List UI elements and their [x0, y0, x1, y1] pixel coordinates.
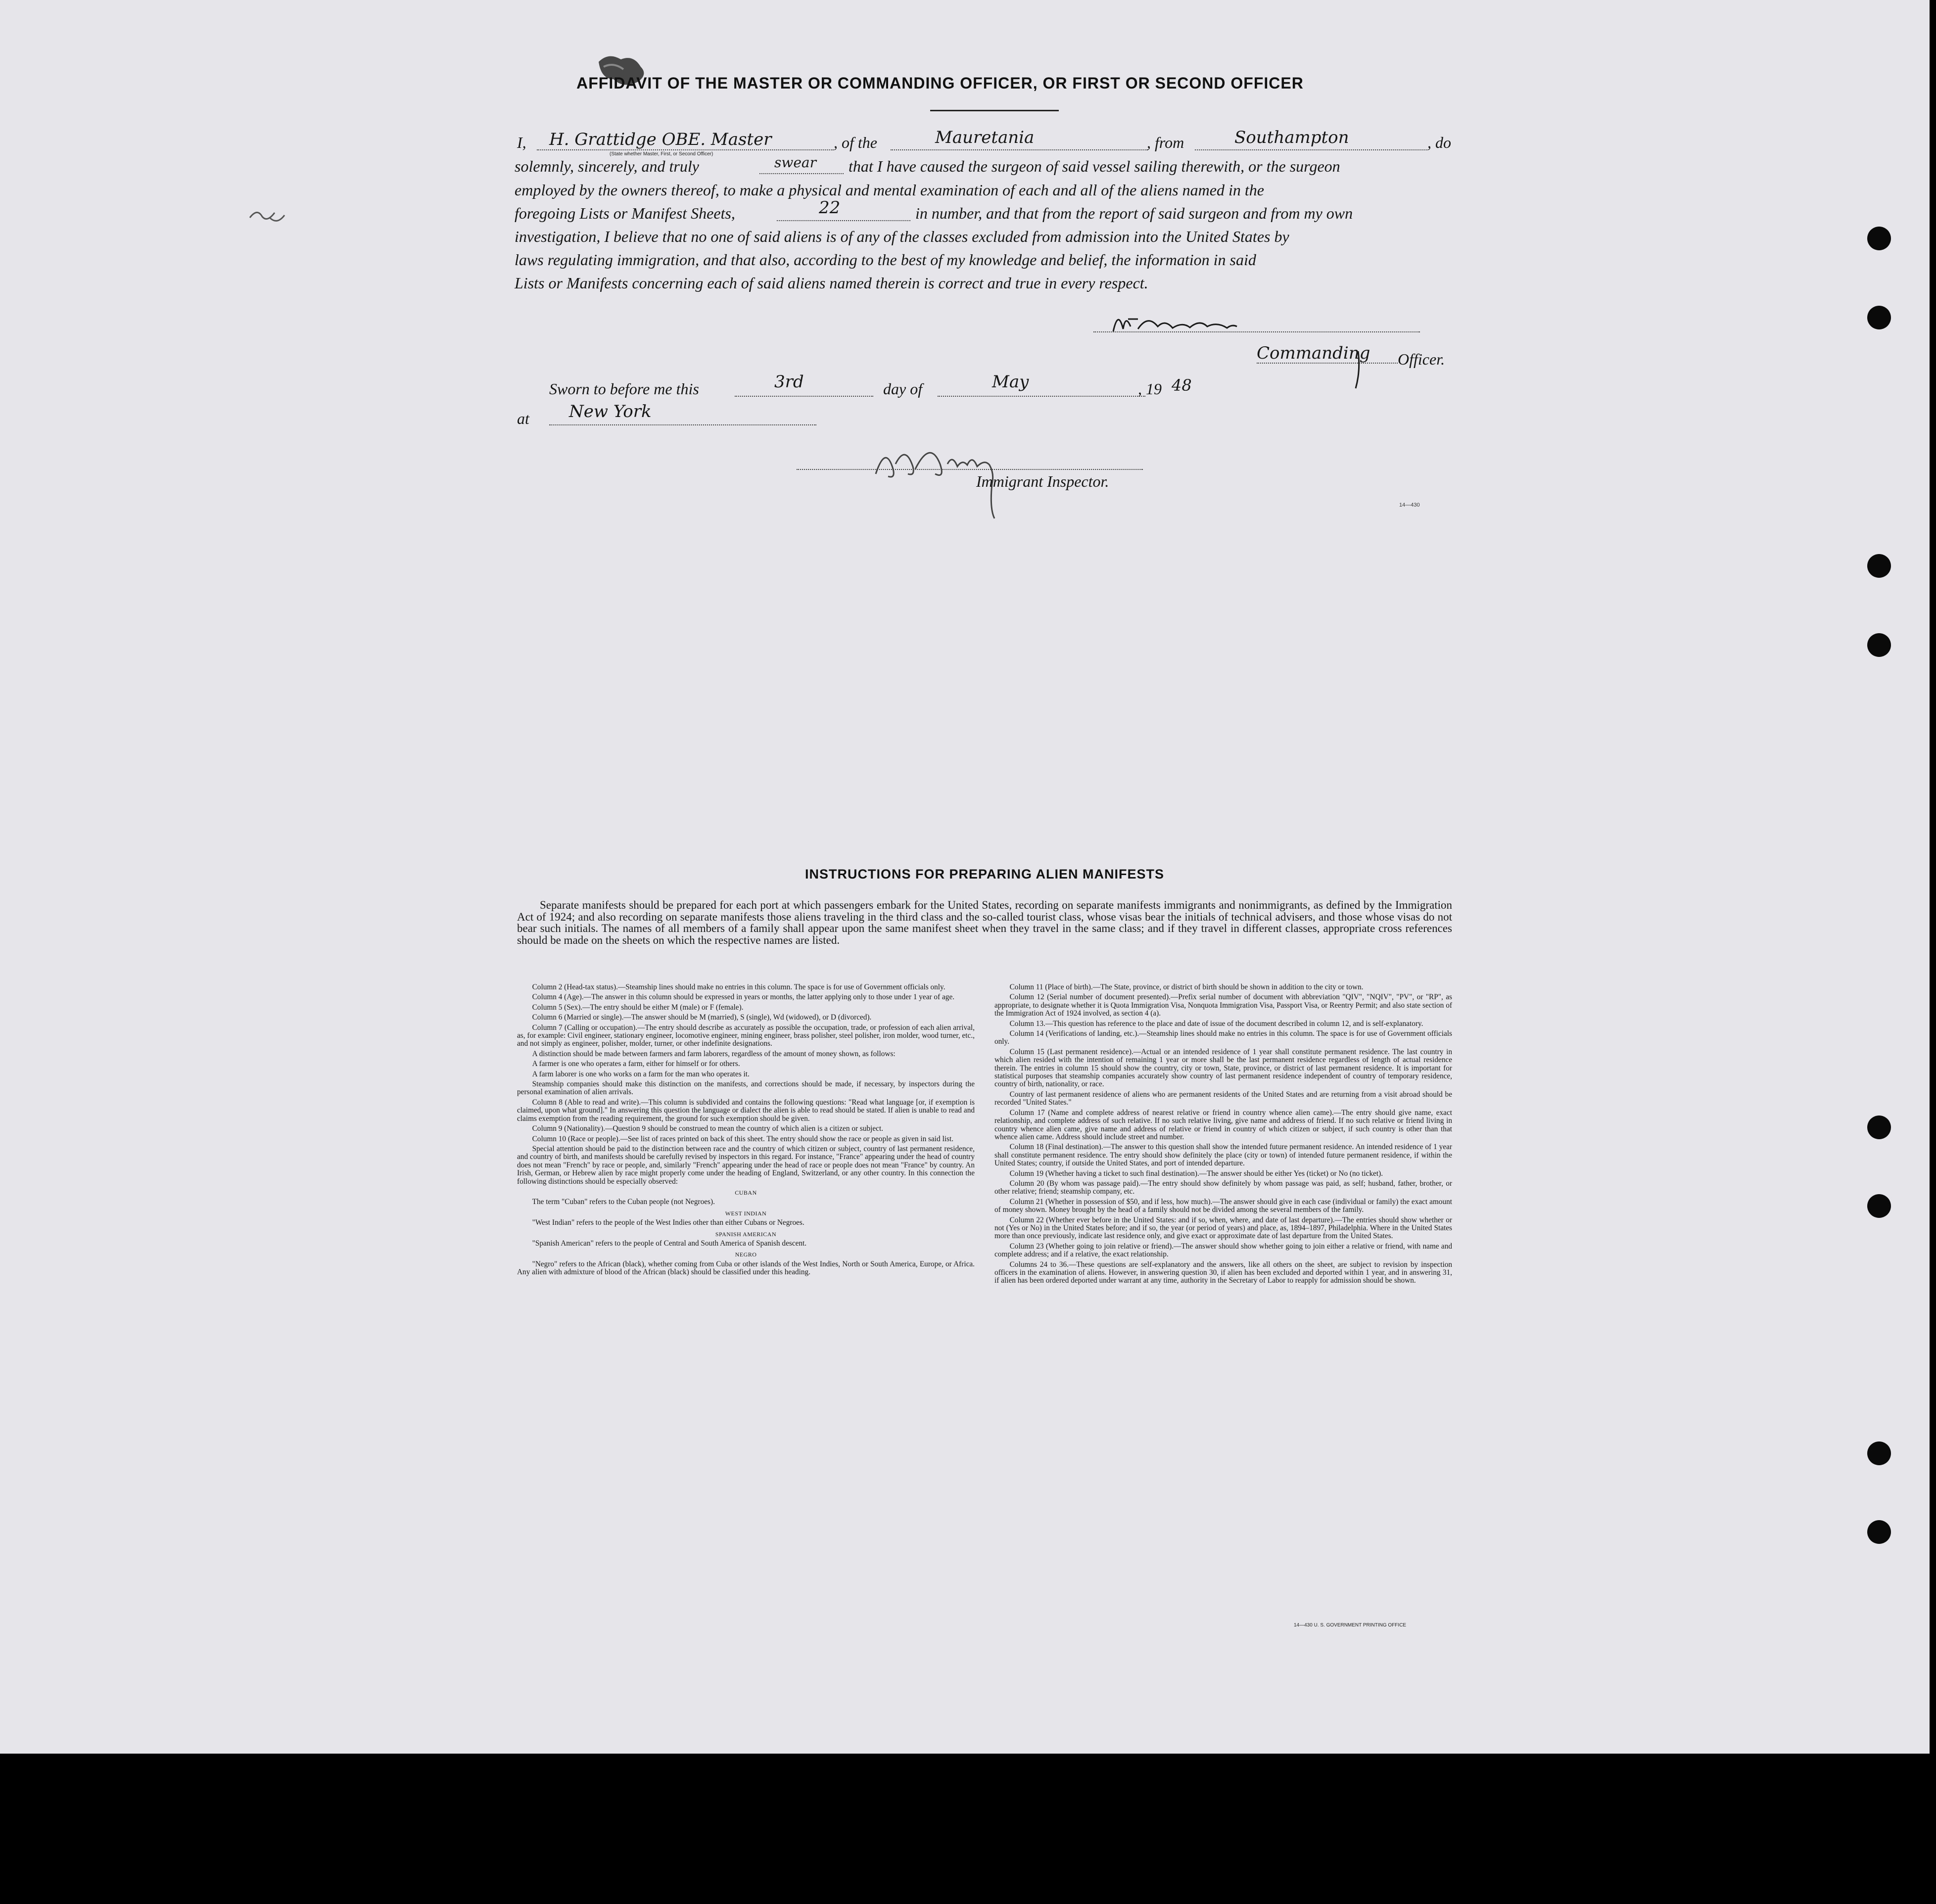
- instruction-paragraph: A farm laborer is one who works on a farm for the man who operates it.: [532, 1069, 750, 1078]
- affidavit-line-5: investigation, I believe that no one of said aliens is of any of the classes excluded from admission into the United States by: [515, 228, 1289, 245]
- day-handwriting: 3rd: [774, 372, 804, 392]
- binder-hole: [1867, 1520, 1891, 1544]
- instruction-paragraph: Column 10 (Race or people).—See list of races printed on back of this sheet. The entry should show the race or people as given in said list.: [532, 1134, 954, 1143]
- inspector-signature-line: [797, 469, 1143, 470]
- instruction-paragraph: Column 18 (Final destination).—The answer to this question shall show the intended future permanent residence. An intended residence of 1 year shall constitute permanent residence. The entry should show definitely the place (city or town) of intended future permanent residence, if within the United States; country, if outside the United States, and port of intended departure.: [994, 1143, 1452, 1168]
- year-prefix: , 19: [1138, 380, 1162, 398]
- instruction-paragraph: Column 20 (By whom was passage paid).—The entry should show definitely by whom passage was paid, as self; husband, father, brother, or other relative; friend; steamship company, etc.: [994, 1179, 1452, 1196]
- pencil-mark: [247, 203, 287, 228]
- instruction-paragraph: Column 23 (Whether going to join relative or friend).—The answer should show whether going to join either a relative or friend, with name and complete address; and if a relative, the exact relationship.: [994, 1242, 1452, 1259]
- binder-hole: [1867, 1115, 1891, 1139]
- instruction-paragraph: Column 17 (Name and complete address of nearest relative or friend in country whence alien came).—The entry should give name, exact relationship, and complete address of such relative. If no such relative living, give name and address of friend. If no such relative or friend living in country whence alien came, give name and address of relative or friend in country of which citizen or subject, if such country is other than that whence alien came. Address should include street and number.: [994, 1108, 1452, 1141]
- spanish-american-definition: "Spanish American" refers to the people of Central and South America of Spanish descent.: [532, 1239, 807, 1248]
- commanding-handwriting: Commanding: [1257, 343, 1370, 363]
- instructions-right-column: [994, 983, 1452, 1287]
- instruction-paragraph: Column 5 (Sex).—The entry should be either M (male) or F (female).: [532, 1003, 744, 1012]
- day-field-line: [735, 396, 873, 397]
- of-the-label: , of the: [834, 134, 877, 151]
- port-handwriting: Southampton: [1234, 128, 1349, 147]
- month-handwriting: May: [992, 372, 1029, 392]
- affidavit-line-6: laws regulating immigration, and that also, according to the best of my knowledge and belief, the information in said: [515, 251, 1256, 269]
- sworn-label: Sworn to before me this: [549, 380, 699, 398]
- negro-definition: "Negro" refers to the African (black), whether coming from Cuba or other islands of the West Indies, North or South America, Europe, or Africa. Any alien with admixture of blood of the African (black) should be classified under this heading.: [517, 1259, 975, 1277]
- swear-field-line: [759, 173, 844, 174]
- from-label: , from: [1147, 134, 1184, 151]
- at-label: at: [517, 410, 529, 427]
- swear-handwriting: swear: [774, 154, 816, 171]
- instruction-paragraph: Column 21 (Whether in possession of $50, and if less, how much).—The answer should give in each case (individual or family) the exact amount of money shown. Money brought by the head of a family should not be divided among the several members of the family.: [994, 1197, 1452, 1214]
- instruction-paragraph: Column 14 (Verifications of landing, etc.).—Steamship lines should make no entries in this column. The space is for use of Government officials only.: [994, 1029, 1452, 1046]
- year-handwriting: 48: [1172, 376, 1192, 395]
- instruction-paragraph: A farmer is one who operates a farm, either for himself or for others.: [532, 1060, 740, 1068]
- instruction-paragraph: Steamship companies should make this distinction on the manifests, and corrections should be made, if necessary, by inspectors during the personal examination of alien arrivals.: [517, 1080, 975, 1097]
- west-indian-heading: WEST INDIAN: [725, 1209, 767, 1217]
- binder-hole: [1867, 1194, 1891, 1218]
- do-label: , do: [1427, 134, 1451, 151]
- instructions-title: INSTRUCTIONS FOR PREPARING ALIEN MANIFESTS: [804, 867, 1165, 882]
- instructions-left-column: [517, 983, 975, 1279]
- instruction-paragraph: Column 6 (Married or single).—The answer should be M (married), S (single), Wd (widowed), or D (divorced).: [532, 1013, 872, 1022]
- instruction-paragraph: Column 2 (Head-tax status).—Steamship lines should make no entries in this column. The space is for use of Government officials only.: [532, 983, 945, 991]
- affidavit-line-7: Lists or Manifests concerning each of said aliens named therein is correct and true in every respect.: [515, 274, 1148, 292]
- instruction-paragraph: Column 7 (Calling or occupation).—The entry should describe as accurately as possible the occupation, trade, or profession of each alien arrival, as, for example: Civil engineer, stationary engineer, locomotive engineer, mining engineer, brass polisher, steel polisher, iron molder, wood turner, etc., and not simply as engineer, polisher, molder, turner, or other indefinite designations.: [517, 1023, 975, 1048]
- instruction-paragraph: Column 8 (Able to read and write).—This column is subdivided and contains the following questions: "Read what language [or, if exemption is claimed, upon what ground]." In answering this question the language or dialect the alien is able to read should be stated. If alien is unable to read and claims exemption from the reading requirement, the ground for such exemption should be given.: [517, 1098, 975, 1123]
- inspector-label: Immigrant Inspector.: [976, 472, 1109, 490]
- instruction-paragraph: Special attention should be paid to the distinction between race and the country of which citizen or subject, country of last permanent residence, and country of birth, and manifests should be carefully revised by inspectors in this regard. For instance, "France" appearing under the head of country does not mean "French" by race or people, and, similarly "French" appearing under the head of race or people does not mean "France" by country. An Irish, German, or Hebrew alien by race might properly come under the heading of England, Switzerland, or any other country. In this connection the following distinctions should be especially observed:: [517, 1144, 975, 1186]
- negro-heading: NEGRO: [735, 1251, 757, 1258]
- sheets-field-line: [777, 220, 910, 221]
- affidavit-line-4b: in number, and that from the report of said surgeon and from my own: [915, 204, 1353, 222]
- form-code: 14—430: [1399, 502, 1420, 508]
- day-of-label: day of: [883, 380, 923, 398]
- affidavit-line-4a: foregoing Lists or Manifest Sheets,: [515, 204, 735, 222]
- instructions-intro: Separate manifests should be prepared for each port at which passengers embark for the United States, recording on separate manifests immigrants and nonimmigrants, as defined by the Immigration Act of 1924; and also recording on separate manifests those aliens traveling in the third class and the so-called tourist class, whose visas bear the initials of technical advisers, and those whose visas do not bear such initials. The names of all members of a family shall appear upon the same manifest sheet when they travel in the same class; and if they travel in different classes, appropriate cross references should be made on the sheets on which the respective names are listed.: [517, 899, 1452, 946]
- cuban-heading: CUBAN: [735, 1189, 757, 1196]
- signature-tail: [1346, 346, 1366, 391]
- instruction-paragraph: Country of last permanent residence of aliens who are permanent residents of the United States and are returning from a visit abroad should be recorded "United States.": [994, 1090, 1452, 1107]
- master-signature-line: [1093, 331, 1420, 332]
- instruction-paragraph: Column 19 (Whether having a ticket to such final destination).—The answer should be either Yes (ticket) or No (no ticket).: [1009, 1169, 1383, 1178]
- name-field-line: [537, 149, 834, 150]
- master-signature: [1108, 304, 1257, 339]
- ship-field-line: [891, 149, 1148, 150]
- ship-name-handwriting: Mauretania: [935, 128, 1035, 147]
- affidavit-line-2a: solemnly, sincerely, and truly: [515, 157, 699, 175]
- binder-hole: [1867, 633, 1891, 657]
- affidavit-i: I,: [517, 134, 526, 151]
- printer-imprint: 14—430 U. S. GOVERNMENT PRINTING OFFICE: [1294, 1623, 1407, 1628]
- affidavit-line-3: employed by the owners thereof, to make a physical and mental examination of each and all of the aliens named in the: [515, 181, 1264, 199]
- instruction-paragraph: Column 12 (Serial number of document presented).—Prefix serial number of document with abbreviation "QIV", "NQIV", "PV", or "RP", as appropriate, to designate whether it is Quota Immigration Visa, Nonquota Immigration Visa, Passport Visa, or Reentry Permit; and also state section of the Immigration Act of 1924 involved, as section 4 (a).: [994, 993, 1452, 1018]
- instruction-paragraph: A distinction should be made between farmers and farm laborers, regardless of the amount of money shown, as follows:: [532, 1049, 896, 1058]
- officer-name-handwriting: H. Grattidge OBE. Master: [549, 130, 772, 149]
- place-field-line: [549, 424, 816, 425]
- binder-hole: [1867, 1441, 1891, 1465]
- affidavit-line-2b: that I have caused the surgeon of said vessel sailing therewith, or the surgeon: [849, 157, 1340, 175]
- sheets-count-handwriting: 22: [819, 198, 841, 218]
- port-field-line: [1195, 149, 1427, 150]
- cuban-definition: The term "Cuban" refers to the Cuban people (not Negroes).: [532, 1198, 715, 1207]
- instruction-paragraph: Column 15 (Last permanent residence).—Actual or an intended residence of 1 year shall constitute permanent residence. The last country in which alien resided with the intention of remaining 1 year or more shall be the last permanent residence regardless of length of actual residence therein. The entries in column 15 should show the country, city or town, State, province, or district of last permanent residence. It is important for statistical purposes that steamship companies accurately show country of last permanent residence independent of country of temporary residence, country of birth, nationality, or race.: [994, 1047, 1452, 1089]
- binder-hole: [1867, 306, 1891, 329]
- officer-label: Officer.: [1398, 350, 1445, 368]
- instruction-paragraph: Columns 24 to 36.—These questions are self-explanatory and the answers, like all others on the sheet, are subject to revision by inspection officers in the examination of aliens. However, in answering question 30, if alien has been excluded and deported within 1 year, and in answering 31, if alien has been ordered deported under warrant at any time, authority in the Secretary of Labor to reapply for admission should be shown.: [994, 1260, 1452, 1285]
- instruction-paragraph: Column 4 (Age).—The answer in this column should be expressed in years or months, the latter applying only to those under 1 year of age.: [532, 993, 955, 1002]
- instruction-paragraph: Column 13.—This question has reference to the place and date of issue of the document described in column 12, and is self-explanatory.: [1009, 1019, 1423, 1028]
- instruction-paragraph: Column 9 (Nationality).—Question 9 should be construed to mean the country of which alien is a citizen or subject.: [532, 1124, 884, 1133]
- spanish-american-heading: SPANISH AMERICAN: [715, 1230, 777, 1238]
- binder-hole: [1867, 554, 1891, 578]
- place-handwriting: New York: [569, 402, 652, 421]
- instruction-paragraph: Column 11 (Place of birth).—The State, province, or district of birth should be shown in addition to the city or town.: [1009, 983, 1364, 991]
- instruction-paragraph: Column 22 (Whether ever before in the United States: and if so, when, where, and date of last departure).—The entries should show whether or not (Yes or No) in the United States before; and if so, the year (or period of years) and place, as, 1894–1897, Philadelphia. Where in the United States more than once previously, indicate last residence only, and give exact or approximate date of last departure from the United States.: [994, 1215, 1452, 1241]
- officer-caption: (State whether Master, First, or Second Officer): [610, 151, 713, 157]
- title-rule: [930, 110, 1059, 111]
- rank-line: [1257, 363, 1398, 364]
- month-field-line: [938, 396, 1145, 397]
- affidavit-title: AFFIDAVIT OF THE MASTER OR COMMANDING OFFICER, OR FIRST OR SECOND OFFICER: [576, 74, 1304, 92]
- west-indian-definition: "West Indian" refers to the people of the West Indies other than either Cubans or Negroes.: [532, 1218, 804, 1227]
- binder-hole: [1867, 227, 1891, 250]
